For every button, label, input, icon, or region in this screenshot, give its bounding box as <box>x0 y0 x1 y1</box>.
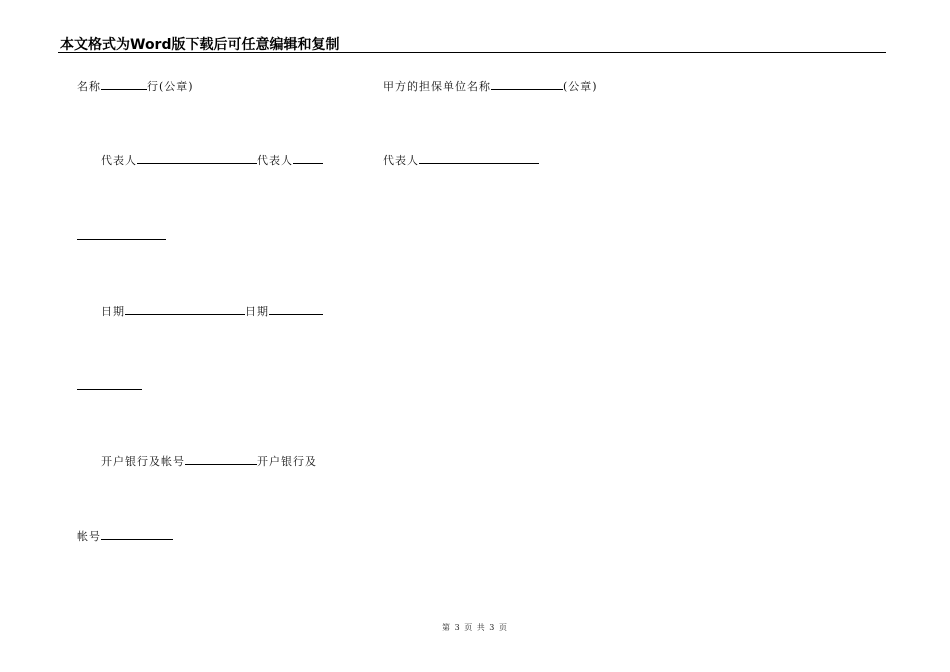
header-divider <box>58 52 886 53</box>
account-line <box>77 529 173 544</box>
page-number: 第 3 页 共 3 页 <box>442 623 508 632</box>
guarantor-representative-line <box>383 153 539 168</box>
date-label-2: 日期 <box>245 305 269 318</box>
guarantor-name-line <box>383 79 598 94</box>
representative-line <box>101 153 323 168</box>
bank-account-blank[interactable] <box>185 454 257 465</box>
guarantor-representative-label: 代表人 <box>383 154 419 167</box>
bank-account-label: 开户银行及帐号 <box>101 455 185 468</box>
bank-account-line <box>101 454 317 469</box>
bank-name-line <box>77 79 194 94</box>
date-blank-1[interactable] <box>125 304 245 315</box>
bank-and-label: 开户银行及 <box>257 455 317 468</box>
account-blank[interactable] <box>101 529 173 540</box>
representative-blank-2[interactable] <box>293 153 323 164</box>
document-header-title: 本文格式为Word版下载后可任意编辑和复制 <box>60 37 340 53</box>
bank-seal-label: 行(公章) <box>147 80 194 93</box>
date-line <box>101 304 323 319</box>
guarantor-name-blank[interactable] <box>491 79 563 90</box>
guarantor-seal-label: (公章) <box>563 80 598 93</box>
representative-blank-1[interactable] <box>137 153 257 164</box>
representative-label-1: 代表人 <box>101 154 137 167</box>
date-continuation-blank[interactable] <box>77 389 142 390</box>
date-label-1: 日期 <box>101 305 125 318</box>
account-label: 帐号 <box>77 530 101 543</box>
representative-continuation-blank[interactable] <box>77 239 166 240</box>
date-blank-2[interactable] <box>269 304 323 315</box>
bank-name-blank[interactable] <box>101 79 147 90</box>
guarantor-name-label: 甲方的担保单位名称 <box>383 80 491 93</box>
representative-label-2: 代表人 <box>257 154 293 167</box>
guarantor-representative-blank[interactable] <box>419 153 539 164</box>
name-label: 名称 <box>77 80 101 93</box>
